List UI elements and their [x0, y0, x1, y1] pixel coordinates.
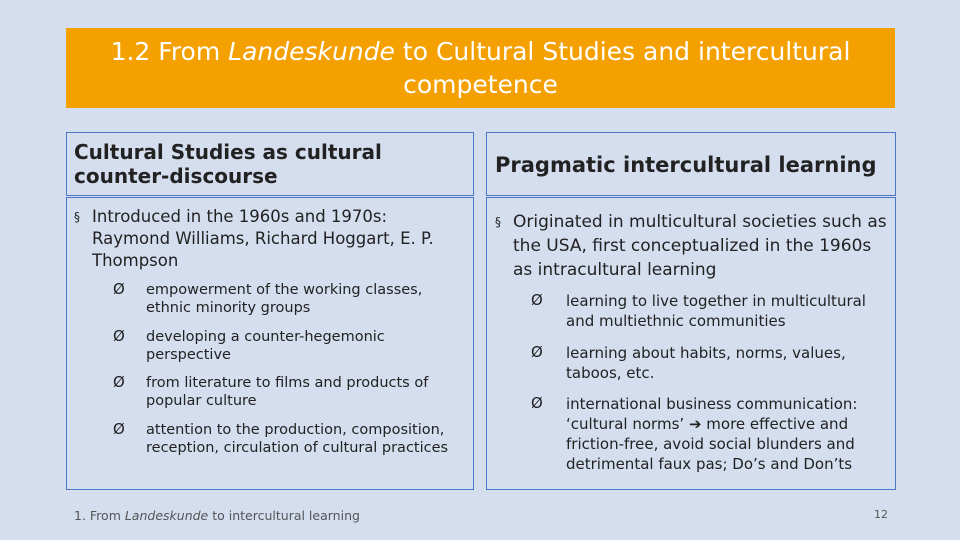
left-sub-item-text: from literature to films and products of popular culture [146, 375, 429, 409]
left-column-heading: Cultural Studies as cultural counter-discourse [74, 140, 382, 188]
arrow-bullet-icon: Ø [531, 394, 543, 412]
right-sub-item-text-part: international business communication: ‘cultural norms’ [566, 395, 858, 433]
right-column-heading-box [486, 132, 896, 196]
arrow-bullet-icon: Ø [113, 373, 125, 391]
left-column-heading-box [66, 132, 474, 196]
footer-suffix: to intercultural learning [208, 508, 360, 523]
left-column-body [66, 197, 474, 490]
square-bullet-icon: § [495, 215, 501, 229]
left-sub-item-text: empowerment of the working classes, ethnic minority groups [146, 282, 423, 316]
left-lead-text: Introduced in the 1960s and 1970s: Raymond Williams, Richard Hoggart, E. P. Thompson [92, 207, 434, 270]
left-sub-item [113, 374, 453, 410]
left-sub-item-text: developing a counter-hegemonic perspective [146, 329, 385, 363]
left-sub-item [113, 328, 453, 364]
right-sub-item [531, 291, 886, 331]
arrow-bullet-icon: Ø [531, 291, 543, 309]
footer-prefix: 1. From [74, 508, 125, 523]
arrow-bullet-icon: Ø [113, 280, 125, 298]
right-lead-text: Originated in multicultural societies such as the USA, first conceptualized in the 1960s as intracultural learning [513, 212, 887, 280]
square-bullet-icon: § [74, 210, 80, 224]
page-number: 12 [874, 508, 888, 521]
right-sub-item-text-part: more effective and friction-free, avoid social blunders and detrimental faux pas; Do’s and Don’ts [566, 415, 855, 473]
slide-footer [74, 508, 360, 523]
slide-title-bar [66, 28, 895, 108]
title-suffix: to Cultural Studies and intercultural competence [394, 37, 851, 99]
left-sub-item [113, 281, 453, 317]
arrow-bullet-icon: Ø [531, 343, 543, 361]
left-sub-item-text: attention to the production, composition, reception, circulation of cultural practices [146, 422, 449, 456]
arrow-bullet-icon: Ø [113, 327, 125, 345]
right-column-heading: Pragmatic intercultural learning [495, 153, 877, 177]
left-lead-bullet [74, 206, 469, 272]
right-column-body [486, 197, 896, 490]
right-sub-item [531, 343, 886, 383]
title-prefix: 1.2 From [110, 37, 229, 66]
right-sub-item-text: learning about habits, norms, values, taboos, etc. [566, 344, 846, 382]
right-sub-item-text [531, 394, 886, 474]
arrow-bullet-icon: Ø [113, 420, 125, 438]
slide-title [91, 35, 871, 101]
left-sub-item [113, 421, 453, 457]
title-italic: Landeskunde [228, 37, 395, 66]
right-sub-item-text: learning to live together in multicultural and multiethnic communities [566, 292, 866, 330]
right-arrow-icon: ➔ [688, 415, 702, 433]
footer-italic: Landeskunde [124, 508, 209, 523]
right-lead-bullet [495, 210, 890, 282]
right-sub-item [531, 394, 886, 474]
